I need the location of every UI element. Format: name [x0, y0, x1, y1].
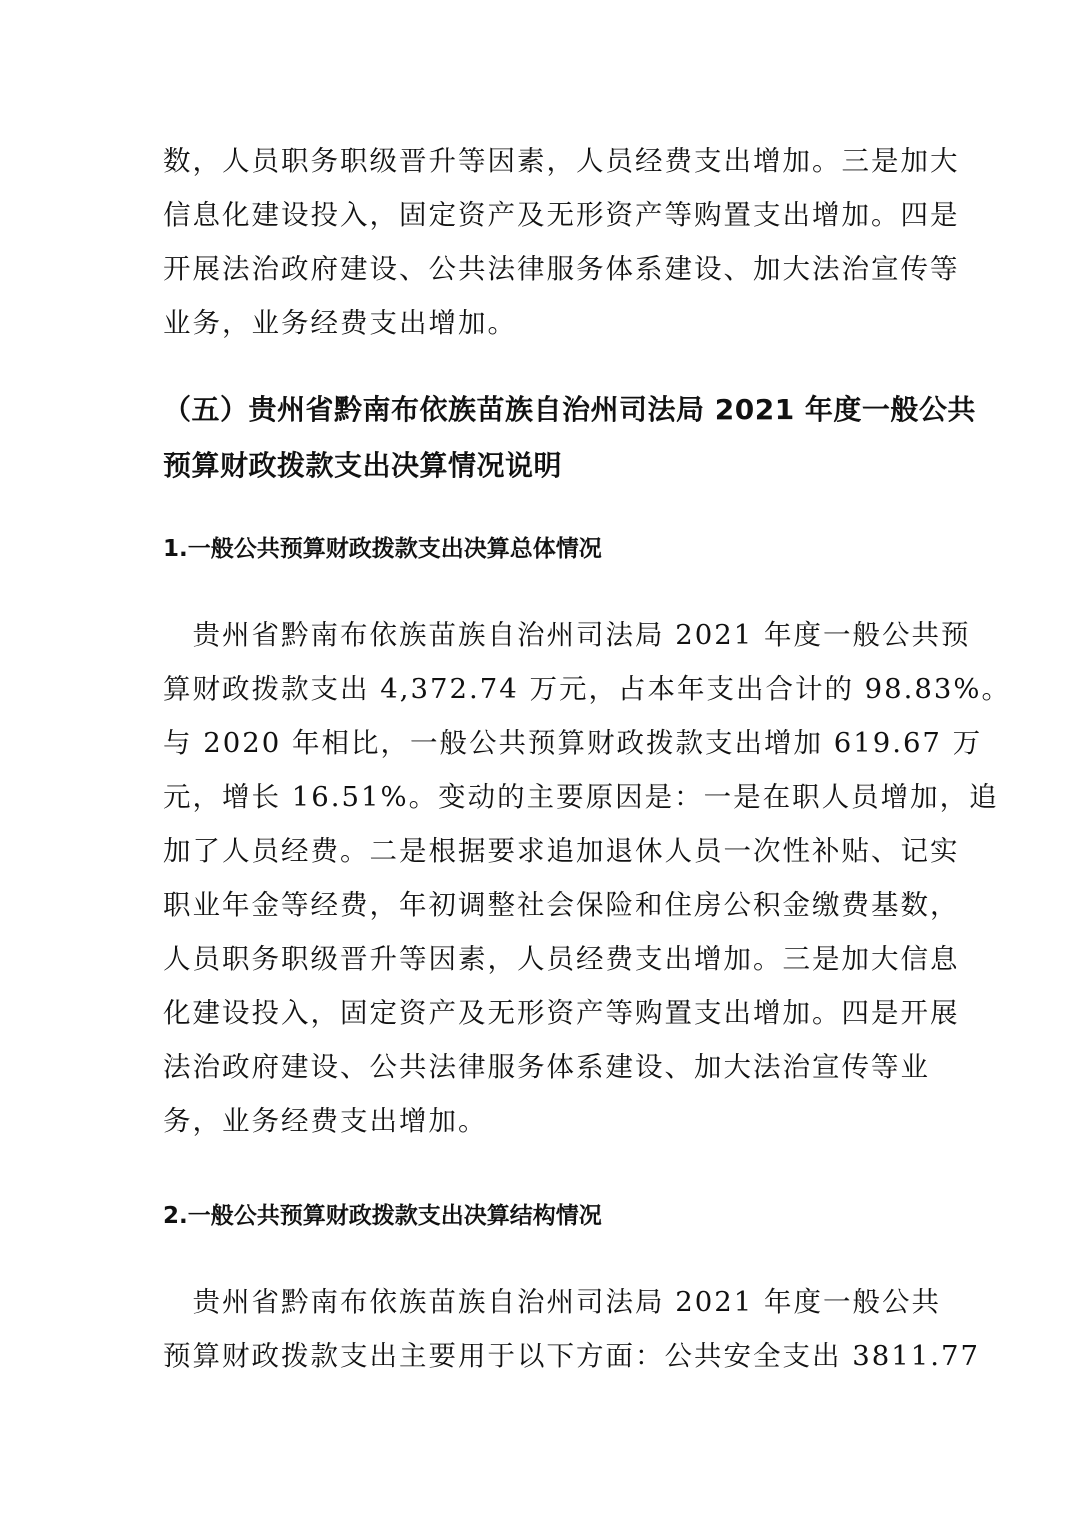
subheading-overall [163, 529, 923, 569]
text-line: 与 2020 年相比，一般公共预算财政拨款支出增加 619.67 万 [163, 727, 983, 759]
text-line: 加了人员经费。二是根据要求追加退休人员一次性补贴、记实 [163, 835, 960, 867]
subheading-text: 1.一般公共预算财政拨款支出决算总体情况 [163, 536, 602, 562]
text-line: 职业年金等经费，年初调整社会保险和住房公积金缴费基数， [163, 889, 960, 921]
text-line: 贵州省黔南布依族苗族自治州司法局 2021 年度一般公共 [163, 1286, 941, 1318]
section-title-line: 预算财政拨款支出决算情况说明 [163, 449, 563, 482]
text-line: 业务，业务经费支出增加。 [163, 307, 517, 339]
text-line: 贵州省黔南布依族苗族自治州司法局 2021 年度一般公共预 [163, 619, 971, 651]
structure-paragraph [163, 1275, 980, 1383]
overall-paragraph [163, 608, 1012, 1148]
section-title [163, 382, 976, 494]
continued-paragraph [163, 134, 960, 350]
text-line: 化建设投入，固定资产及无形资产等购置支出增加。四是开展 [163, 997, 960, 1029]
section-title-line: （五）贵州省黔南布依族苗族自治州司法局 2021 年度一般公共 [163, 393, 976, 426]
text-line: 元，增长 16.51%。变动的主要原因是：一是在职人员增加，追 [163, 781, 999, 813]
subheading-structure [163, 1196, 923, 1236]
text-line: 数，人员职务职级晋升等因素，人员经费支出增加。三是加大 [163, 145, 960, 177]
text-line: 务，业务经费支出增加。 [163, 1105, 488, 1137]
text-line: 预算财政拨款支出主要用于以下方面：公共安全支出 3811.77 [163, 1340, 980, 1372]
text-line: 算财政拨款支出 4,372.74 万元，占本年支出合计的 98.83%。 [163, 673, 1012, 705]
text-line: 开展法治政府建设、公共法律服务体系建设、加大法治宣传等 [163, 253, 960, 285]
text-line: 信息化建设投入，固定资产及无形资产等购置支出增加。四是 [163, 199, 960, 231]
text-line: 法治政府建设、公共法律服务体系建设、加大法治宣传等业 [163, 1051, 930, 1083]
subheading-text: 2.一般公共预算财政拨款支出决算结构情况 [163, 1203, 602, 1229]
text-line: 人员职务职级晋升等因素，人员经费支出增加。三是加大信息 [163, 943, 960, 975]
